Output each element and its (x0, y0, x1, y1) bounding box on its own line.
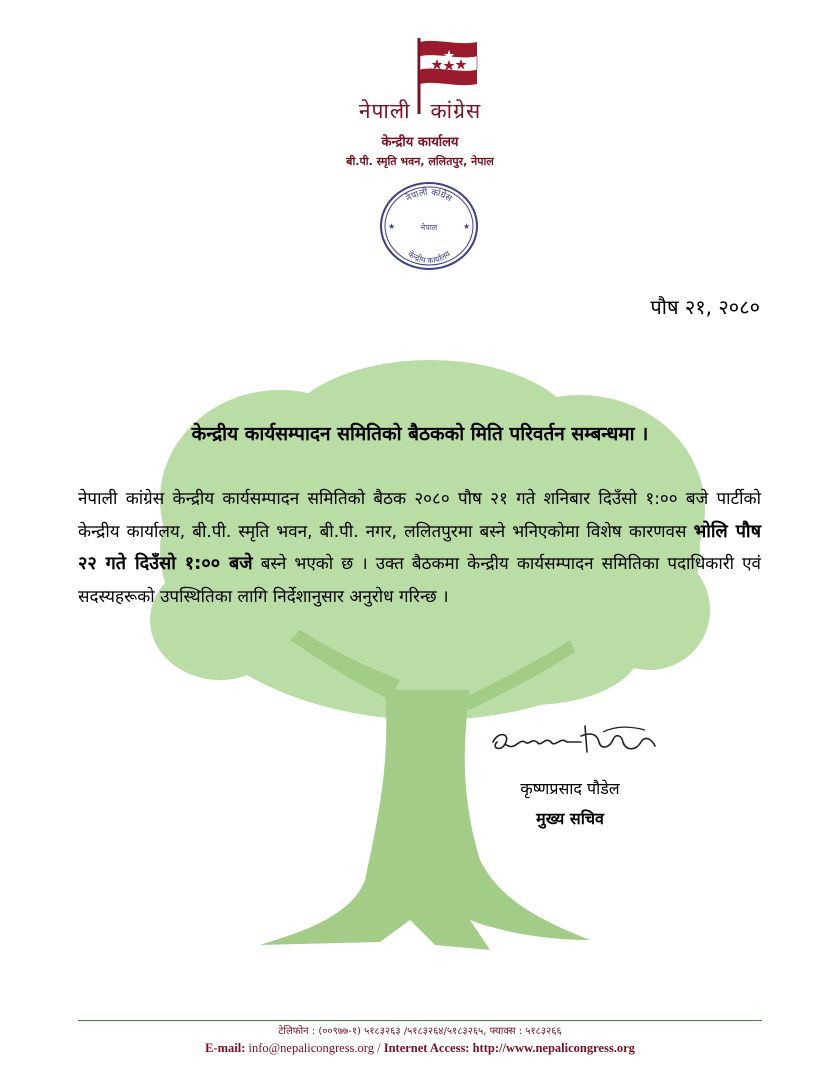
svg-text:केन्द्रीय कार्यालय: केन्द्रीय कार्यालय (406, 249, 452, 266)
letter-date: पौष २१, २०८० (650, 295, 760, 319)
svg-text:नेपाली कांग्रेस: नेपाली कांग्रेस (404, 187, 454, 205)
signatory-name: कृष्णप्रसाद पौडेल (520, 779, 620, 798)
web-label: Internet Access: (383, 1041, 470, 1055)
footer-separator: / (377, 1041, 381, 1055)
office-address: बी.पी. स्मृति भवन, ललितपुर, नेपाल (346, 155, 494, 168)
letter-subject: केन्द्रीय कार्यसम्पादन समितिको बैठकको मिति परिवर्तन सम्बन्धमा । (191, 423, 649, 445)
organization-name-part2: कांग्रेस (430, 99, 482, 123)
official-seal-stamp (376, 180, 482, 272)
email-link[interactable]: info@nepalicongress.org (248, 1041, 374, 1055)
office-name: केन्द्रीय कार्यालय (381, 135, 459, 150)
body-text-part2: बस्ने भएको छ । उक्त बैठकमा केन्द्रीय कार्यसम्पादन समितिका पदाधिकारी एवं सदस्यहरूको उपस्थितिका लागि निर्देशानुसार अनुरोध गरिन्छ । (78, 554, 762, 607)
handwritten-signature (485, 712, 665, 772)
signatory-title: मुख्य सचिव (536, 809, 604, 828)
organization-name (0, 97, 840, 125)
footer-phone-fax: टेलिफोन : (००९७७-१) ५१८३२६३ /५१८३२६४/५१८३२६५, फ्याक्स : ५१८३२६६ (278, 1026, 562, 1037)
tree-watermark (150, 360, 710, 970)
letter-body (78, 483, 761, 613)
footer-contact (0, 1041, 840, 1056)
email-label: E-mail: (205, 1041, 246, 1055)
body-text-part1: नेपाली कांग्रेस केन्द्रीय कार्यसम्पादन समितिको बैठक २०८० पौष २१ गते शनिबार दिउँसो १:०० बजे पार्टीको केन्द्रीय कार्यालय, बी.पी. स्मृति भवन, बी.पी. नगर, ललितपुरमा बस्ने भनिएकोमा विशेष कारणवस (78, 489, 761, 542)
svg-text:★: ★ (463, 222, 471, 231)
svg-text:नेपाल: नेपाल (420, 223, 438, 232)
organization-name-part1: नेपाली (358, 99, 411, 123)
footer-divider (78, 1020, 762, 1021)
website-link[interactable]: http://www.nepalicongress.org (472, 1041, 635, 1055)
svg-text:★: ★ (388, 222, 396, 231)
body-text-bold: भोलि पौष २२ गते दिउँसो १:०० बजे (78, 520, 761, 574)
